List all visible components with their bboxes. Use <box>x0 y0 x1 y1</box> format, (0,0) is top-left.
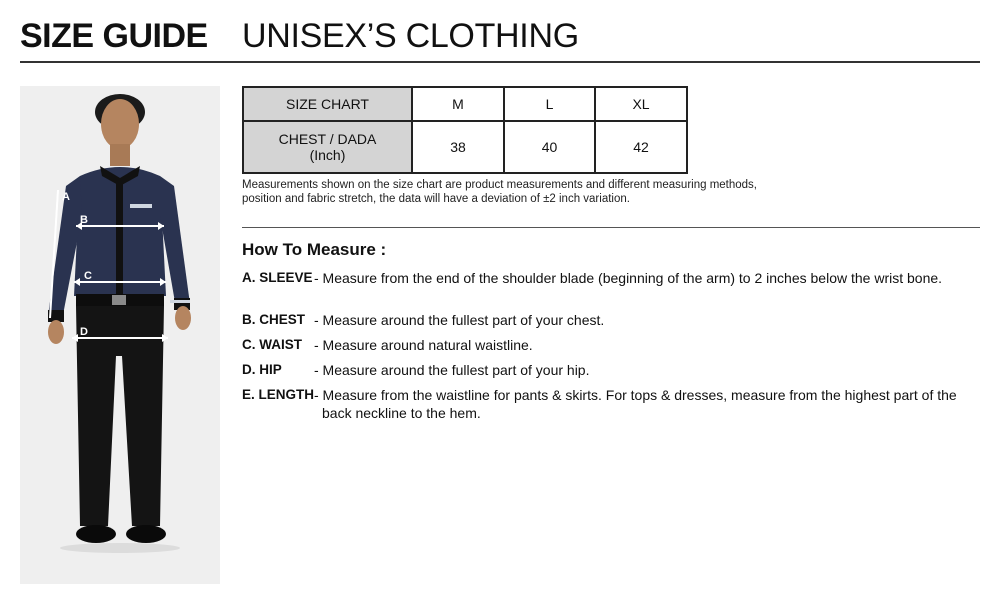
chest-label-cell <box>243 121 412 173</box>
section-divider <box>242 227 980 228</box>
page-title: SIZE GUIDE <box>20 17 208 55</box>
model-photo <box>20 86 220 584</box>
measure-label: E. LENGTH <box>242 387 315 402</box>
marker-c: C <box>84 270 92 282</box>
marker-b: B <box>80 214 88 226</box>
size-chart-header-cell: SIZE CHART <box>243 87 412 121</box>
model-illustration <box>20 86 220 584</box>
page-header <box>20 16 980 62</box>
size-header-m: M <box>412 87 504 121</box>
marker-a: A <box>62 191 70 203</box>
measure-label: D. HIP <box>242 362 282 377</box>
measure-item-length <box>242 386 980 422</box>
chest-label: CHEST / DADA <box>278 131 377 147</box>
size-header-xl: XL <box>595 87 687 121</box>
chest-value-m: 38 <box>412 121 504 173</box>
measurement-note: Measurements shown on the size chart are product measurements and different measuring methods, position and fabric stretch, the data will have a deviation of ±2 inch variation. <box>242 179 758 205</box>
measure-item-waist <box>242 336 980 354</box>
measure-text: - Measure from the waistline for pants & skirts. For tops & dresses, measure from the highest part of the back neckline to the hem. <box>314 387 957 421</box>
chest-unit: (Inch) <box>309 147 346 163</box>
measure-text: - Measure around the fullest part of your hip. <box>314 362 590 378</box>
measure-label: B. CHEST <box>242 312 306 327</box>
chest-row <box>243 121 687 173</box>
measure-label: A. SLEEVE <box>242 270 313 285</box>
measure-text: - Measure around the fullest part of your chest. <box>314 312 605 328</box>
measure-item-hip <box>242 361 980 379</box>
measure-item-chest <box>242 311 980 329</box>
size-chart-header-row <box>243 87 687 121</box>
size-chart-table <box>242 86 688 174</box>
chest-value-xl: 42 <box>595 121 687 173</box>
how-to-measure-title: How To Measure : <box>242 240 387 259</box>
measure-label: C. WAIST <box>242 337 302 352</box>
chest-value-l: 40 <box>504 121 595 173</box>
marker-d: D <box>80 326 88 338</box>
measure-item-sleeve <box>242 269 980 305</box>
size-header-l: L <box>504 87 595 121</box>
page-subtitle: UNISEX’S CLOTHING <box>242 17 579 55</box>
measure-text: - Measure around natural waistline. <box>314 337 533 353</box>
measure-text: - Measure from the end of the shoulder blade (beginning of the arm) to 2 inches below the wrist bone. <box>314 270 943 286</box>
header-divider <box>20 61 980 63</box>
